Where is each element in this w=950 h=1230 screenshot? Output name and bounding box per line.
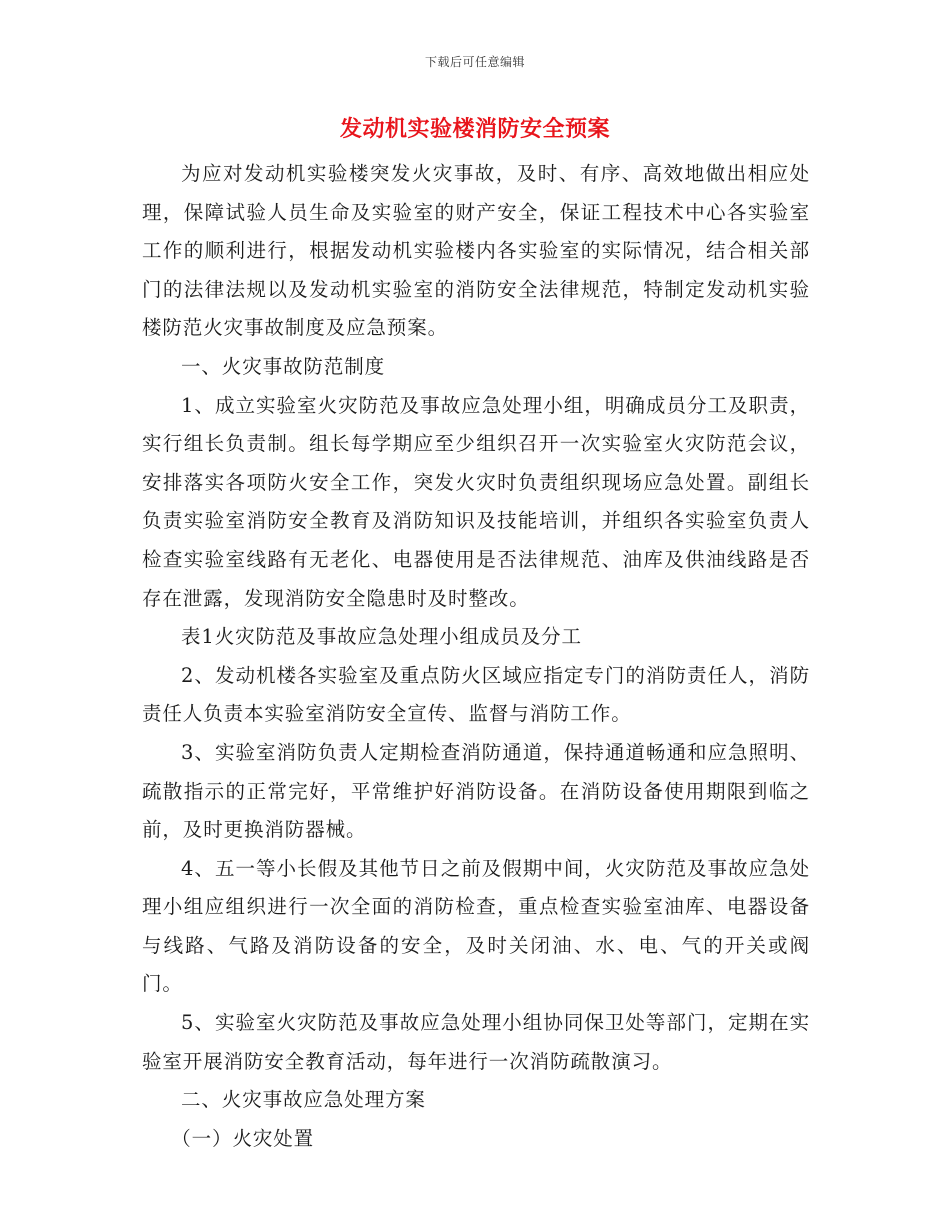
document-title: 发动机实验楼消防安全预案	[339, 116, 610, 142]
header-note: 下载后可任意编辑	[424, 55, 525, 69]
clause-5-paragraph: 5、实验室火灾防范及事故应急处理小组协同保卫处等部门，定期在实验室开展消防安全教育活动，每年进行一次消防疏散演习。	[142, 1011, 810, 1073]
section-heading-1: 一、火灾事故防范制度	[181, 354, 386, 378]
subsection-heading-1: （一）火灾处置	[171, 1126, 315, 1150]
clause-3-paragraph: 3、实验室消防负责人定期检查消防通道，保持通道畅通和应急照明、疏散指示的正常完好，平常维护好消防设备。在消防设备使用期限到临之前，及时更换消防器械。	[142, 740, 810, 842]
table-caption: 表1火灾防范及事故应急处理小组成员及分工	[181, 625, 582, 649]
document-body	[142, 155, 810, 1158]
section-heading-2: 二、火灾事故应急处理方案	[181, 1088, 426, 1112]
clause-2-paragraph: 2、发动机楼各实验室及重点防火区域应指定专门的消防责任人，消防责任人负责本实验室消防安全宣传、监督与消防工作。	[142, 663, 810, 726]
clause-4-paragraph: 4、五一等小长假及其他节日之前及假期中间，火灾防范及事故应急处理小组应组织进行一次全面的消防检查，重点检查实验室油库、电器设备与线路、气路及消防设备的安全，及时关闭油、水、电、气的开关或阀门。	[142, 856, 810, 996]
clause-1-paragraph: 1、成立实验室火灾防范及事故应急处理小组，明确成员分工及职责，实行组长负责制。组长每学期应至少组织召开一次实验室火灾防范会议，安排落实各项防火安全工作，突发火灾时负责组织现场应急处置。副组长负责实验室消防安全教育及消防知识及技能培训，并组织各实验室负责人检查实验室线路有无老化、电器使用是否法律规范、油库及供油线路是否存在泄露，发现消防安全隐患时及时整改。	[142, 393, 810, 610]
intro-paragraph: 为应对发动机实验楼突发火灾事故，及时、有序、高效地做出相应处理，保障试验人员生命及实验室的财产安全，保证工程技术中心各实验室工作的顺利进行，根据发动机实验楼内各实验室的实际情况，结合相关部门的法律法规以及发动机实验室的消防安全法律规范，特制定发动机实验楼防范火灾事故制度及应急预案。	[142, 162, 810, 340]
